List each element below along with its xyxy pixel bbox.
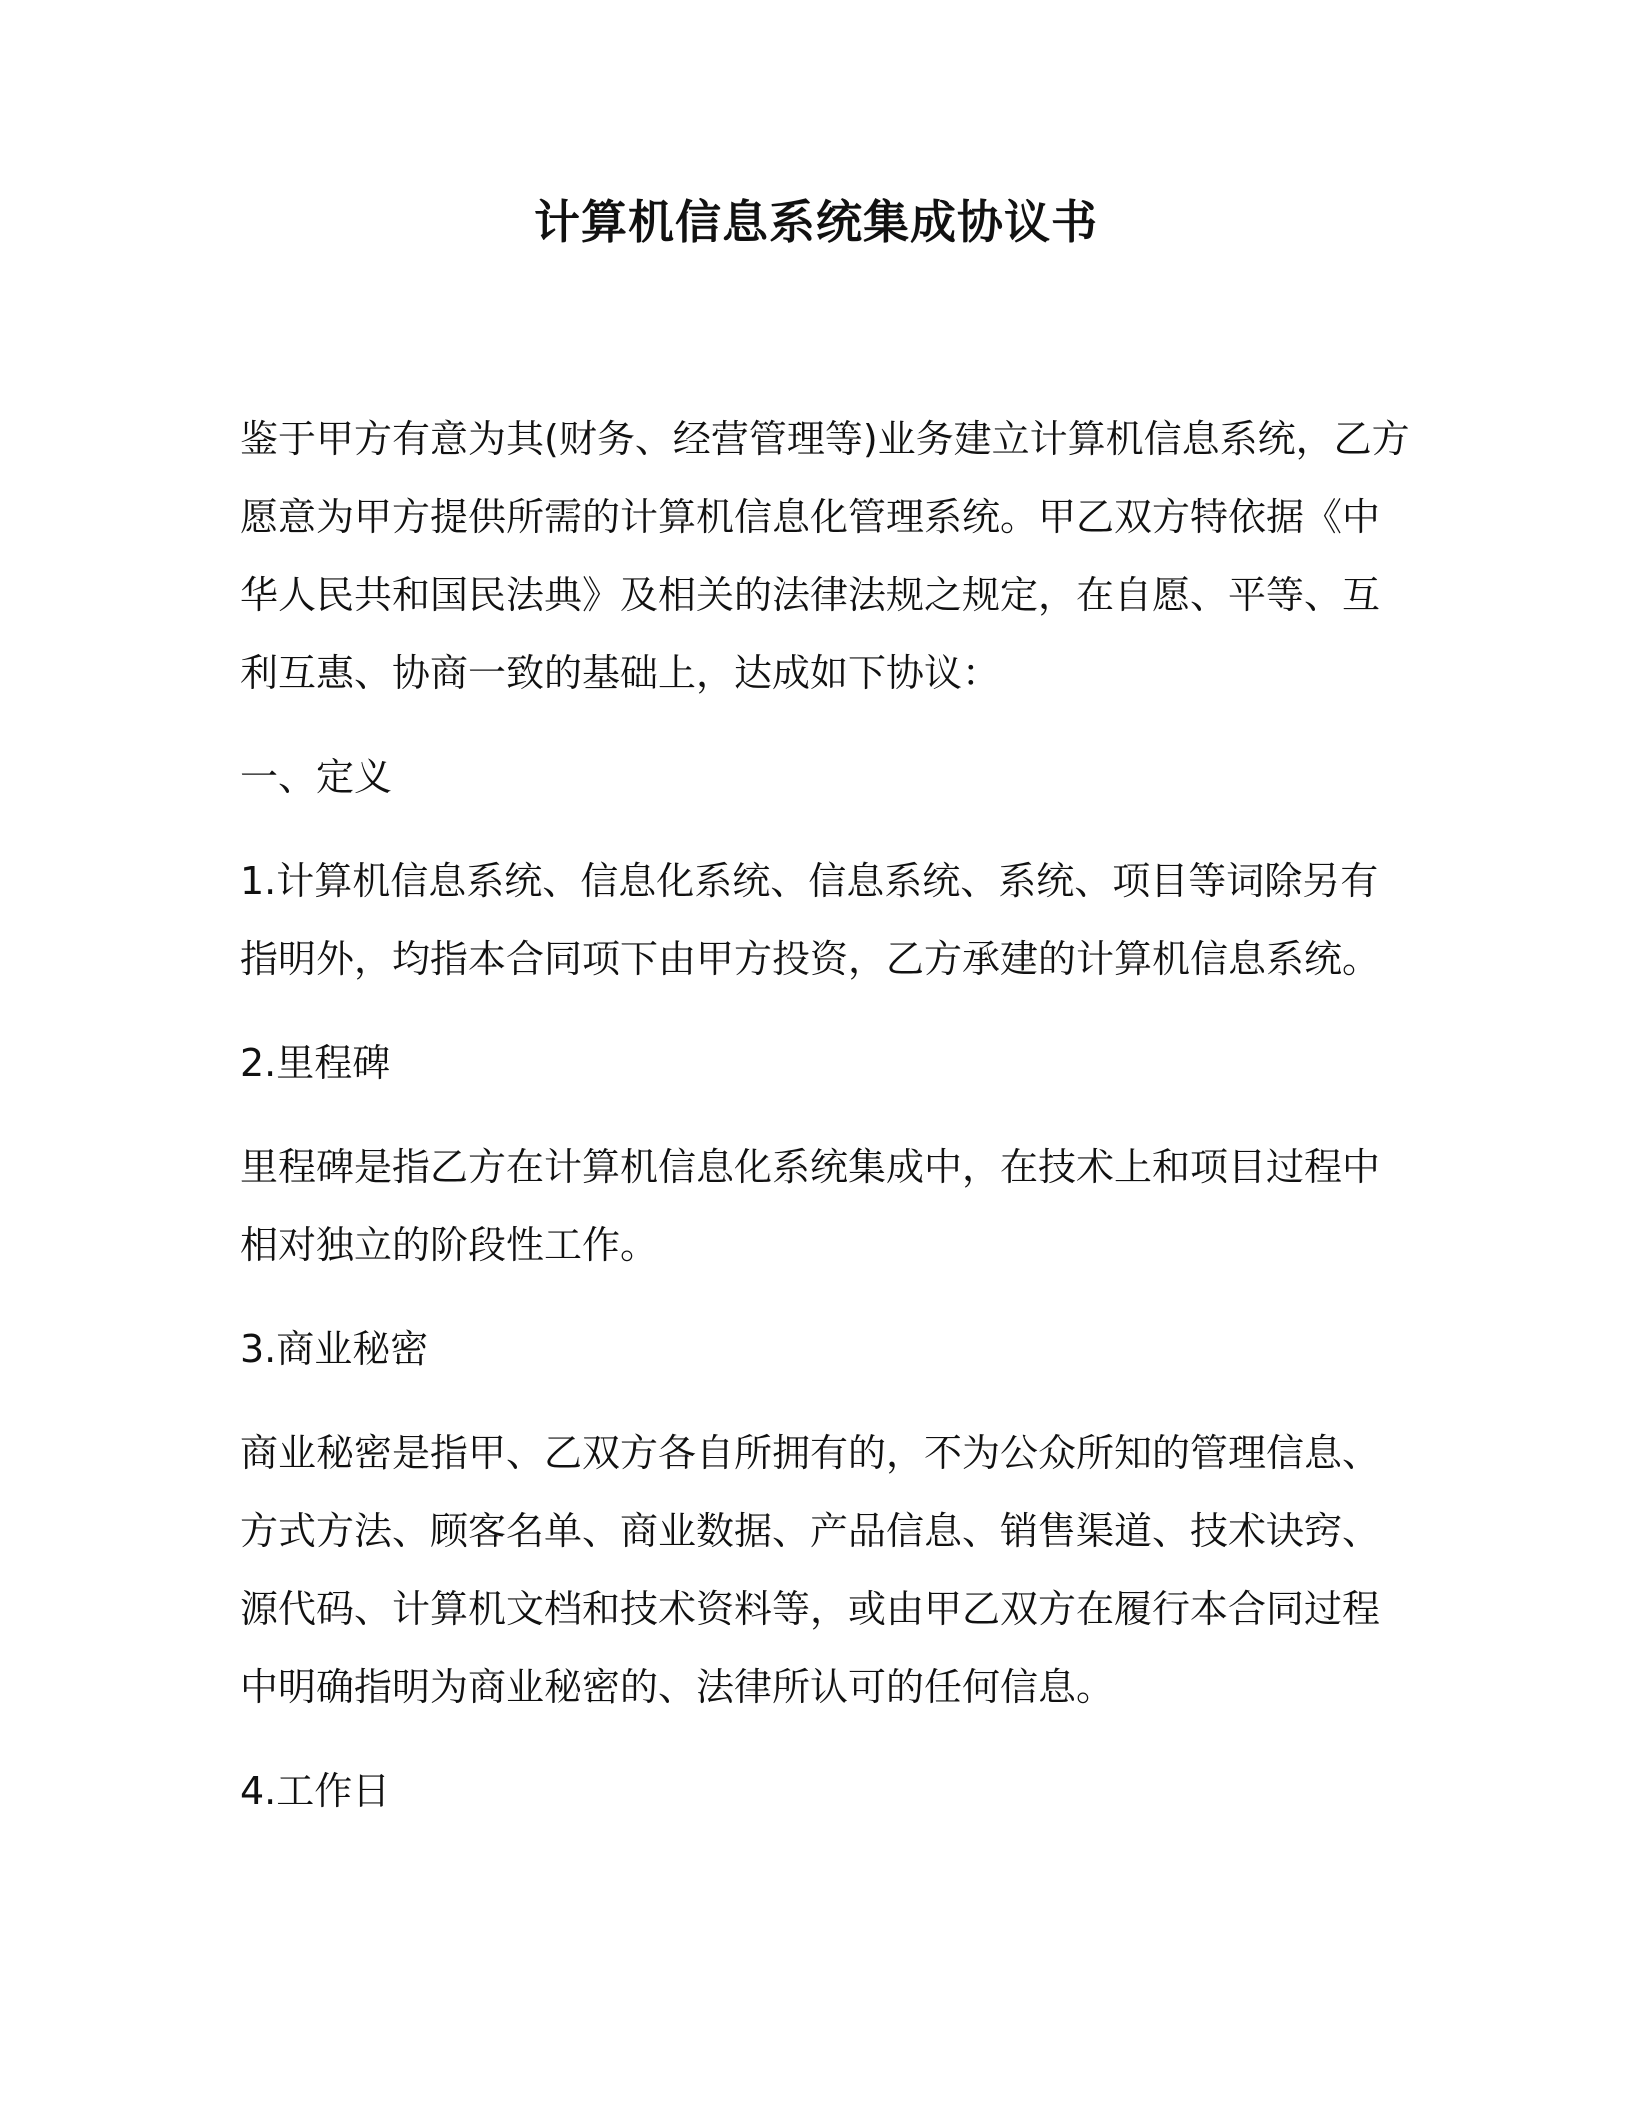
- item-heading-milestone: 2.里程碑: [240, 1041, 391, 1085]
- definition-item-3: [240, 1414, 1400, 1726]
- paragraph-line: 方式方法、顾客名单、商业数据、产品信息、销售渠道、技术诀窍、: [240, 1509, 1381, 1553]
- paragraph-line: 商业秘密是指甲、乙双方各自所拥有的，不为公众所知的管理信息、: [240, 1431, 1381, 1475]
- paragraph-line: 利互惠、协商一致的基础上，达成如下协议：: [240, 651, 1001, 695]
- item-heading-trade-secret: 3.商业秘密: [240, 1327, 429, 1371]
- section-heading-definitions: 一、定义: [240, 755, 393, 799]
- document-title: 计算机信息系统集成协议书: [534, 195, 1098, 249]
- paragraph-line: 愿意为甲方提供所需的计算机信息化管理系统。甲乙双方特依据《中: [240, 495, 1381, 539]
- paragraph-line: 1.计算机信息系统、信息化系统、信息系统、系统、项目等词除另有: [240, 859, 1379, 903]
- paragraph-line: 源代码、计算机文档和技术资料等，或由甲乙双方在履行本合同过程: [240, 1587, 1381, 1631]
- paragraph-line: 里程碑是指乙方在计算机信息化系统集成中，在技术上和项目过程中: [240, 1145, 1381, 1189]
- paragraph-line: 相对独立的阶段性工作。: [240, 1223, 659, 1267]
- paragraph-line: 鉴于甲方有意为其(财务、经营管理等)业务建立计算机信息系统，乙方: [240, 417, 1410, 461]
- item-heading-working-day: 4.工作日: [240, 1769, 391, 1813]
- paragraph-line: 华人民共和国民法典》及相关的法律法规之规定，在自愿、平等、互: [240, 573, 1381, 617]
- paragraph-line: 中明确指明为商业秘密的、法律所认可的任何信息。: [240, 1665, 1115, 1709]
- document-body: [240, 400, 1410, 1856]
- paragraph-line: 指明外，均指本合同项下由甲方投资，乙方承建的计算机信息系统。: [240, 937, 1381, 981]
- definition-item-1: [240, 842, 1400, 998]
- definition-item-2: [240, 1128, 1400, 1284]
- intro-paragraph: [240, 400, 1410, 712]
